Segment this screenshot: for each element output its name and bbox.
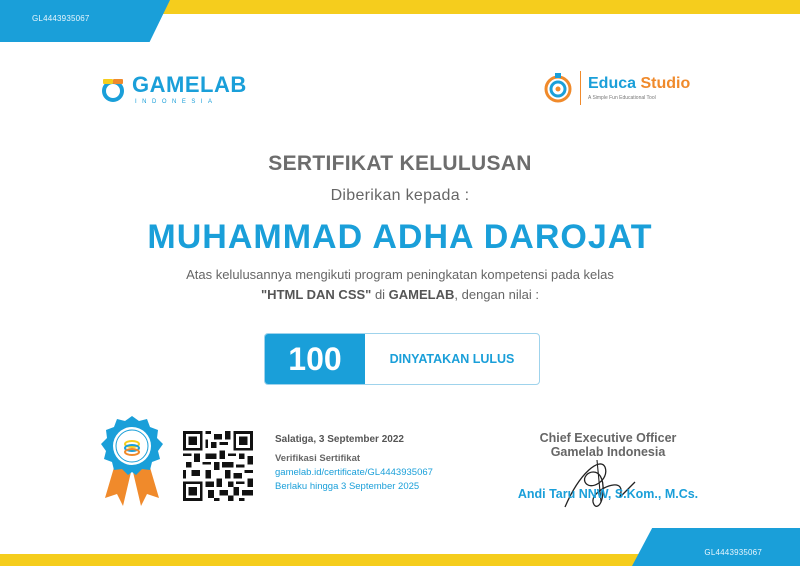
educa-studio-logo: [543, 71, 690, 105]
description-line-2: "HTML DAN CSS" di GAMELAB, dengan nilai :: [261, 287, 539, 302]
signer-title-line-2: Gamelab Indonesia: [550, 445, 666, 459]
gamelab-name: GAMELAB: [132, 72, 247, 97]
place-date: Salatiga, 3 September 2022: [275, 434, 404, 445]
educa-logo-icon: [543, 72, 573, 104]
score-box: [264, 333, 540, 385]
gamelab-logo: [100, 74, 247, 105]
signer-name: Andi Taru NNW, S.Kom., M.Cs.: [517, 487, 699, 501]
organization-name: GAMELAB: [388, 287, 455, 302]
gamelab-logo-icon: [100, 77, 126, 103]
qr-code-icon[interactable]: [183, 431, 253, 501]
verification-info: [275, 433, 433, 494]
bottom-right-ribbon: [632, 528, 800, 566]
educa-tagline: A Simple Fun Educational Tool: [588, 94, 656, 101]
gamelab-subtitle: INDONESIA: [135, 99, 218, 105]
verification-label: Verifikasi Sertifikat: [275, 453, 361, 464]
course-name: "HTML DAN CSS": [261, 287, 372, 302]
signer-title-line-1: Chief Executive Officer: [539, 431, 677, 445]
educa-divider: [580, 71, 581, 105]
recipient-name: MUHAMMAD ADHA DAROJAT: [147, 218, 653, 256]
academy-badge-icon: [95, 414, 169, 506]
pass-status: DINYATAKAN LULUS: [389, 352, 515, 366]
description-line-1: Atas kelulusannya mengikuti program peningkatan kompetensi pada kelas: [186, 267, 614, 282]
verification-link[interactable]: gamelab.id/certificate/GL4443935067: [275, 467, 433, 478]
certificate-title: SERTIFIKAT KELULUSAN: [268, 152, 532, 175]
signature-icon: [545, 452, 655, 512]
score-value: 100: [265, 334, 365, 384]
educa-name: Educa Studio: [588, 74, 691, 92]
valid-until: Berlaku hingga 3 September 2025: [275, 481, 420, 492]
certificate-code-top: GL4443935067: [32, 14, 90, 23]
certificate-code-bottom: GL4443935067: [704, 548, 762, 557]
given-to-label: Diberikan kepada :: [330, 187, 470, 204]
